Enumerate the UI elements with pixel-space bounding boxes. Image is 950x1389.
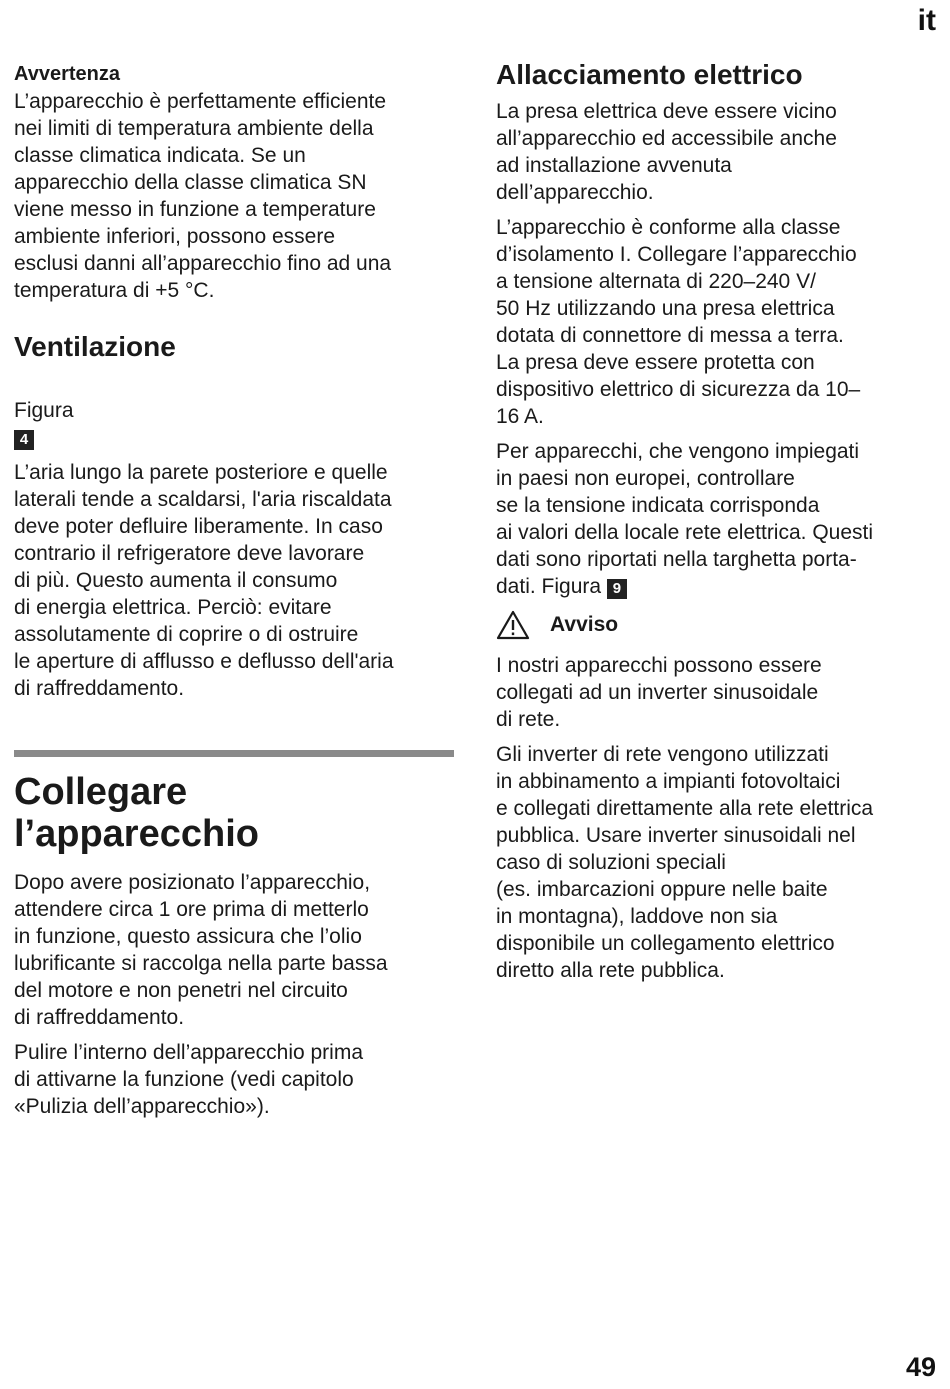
language-code: it: [917, 4, 936, 37]
page-number: 49: [905, 1352, 936, 1382]
connect-paragraph-1: Dopo avere posizionato l’apparecchio, attendere circa 1 ore prima di metterlo in funzione, questo assicura che l’olio lubrificante si raccolga nella parte bassa del motore e non penetri nel circuito di raffreddamento.: [14, 871, 388, 1029]
ventilation-figure-ref: [14, 370, 454, 451]
figure-number-badge: 9: [607, 579, 627, 599]
notice-header: [496, 610, 936, 640]
figure-label: Figura: [14, 399, 74, 422]
electric-paragraph-2: L’apparecchio è conforme alla classe d’isolamento I. Collegare l’apparecchio a tensione alternata di 220–240 V/ 50 Hz utilizzando una presa elettrica dotata di connettore di messa a terra. La presa deve essere protetta con dispositivo elettrico di sicurezza da 10– 16 A.: [496, 216, 861, 428]
electric-paragraph-1: La presa elettrica deve essere vicino all’apparecchio ed accessibile anche ad installazione avvenuta dell’apparecchio.: [496, 100, 837, 204]
warning-paragraph: L’apparecchio è perfettamente efficiente nei limiti di temperatura ambiente della classe climatica indicata. Se un apparecchio della classe climatica SN viene messo in funzione a temperature ambiente inferiori, possono essere esclusi danni all’apparecchio fino ad una temperatura di +5 °C.: [14, 90, 392, 302]
electric-paragraph-3-text: Per apparecchi, che vengono impiegati in paesi non europei, controllare se la tensione indicata corrisponda ai valori della locale rete elettrica. Questi dati sono riportati nella targhetta porta- dati. Figura: [496, 440, 874, 598]
warning-heading: Avvertenza: [14, 63, 120, 85]
ventilation-paragraph: L’aria lungo la parete posteriore e quelle laterali tende a scaldarsi, l'aria riscaldata deve poter defluire liberamente. In caso contrario il refrigeratore deve lavorare di più. Questo aumenta il consumo di energia elettrica. Perciò: evitare assolutamente di coprire o di ostruire le aperture di afflusso e deflusso dell'aria di raffreddamento.: [14, 461, 394, 700]
electric-heading: Allacciamento elettrico: [496, 59, 803, 90]
left-column: [14, 0, 454, 1128]
section-title: Collegare l’apparecchio: [14, 771, 259, 855]
warning-triangle-icon: [496, 610, 530, 640]
notice-paragraph-2: Gli inverter di rete vengono utilizzati in abbinamento a impianti fotovoltaici e collegati direttamente alla rete elettrica pubblica. Usare inverter sinusoidali nel caso di soluzioni speciali (es. imbarcazioni oppure nelle baite in montagna), laddove non sia disponibile un collegamento elettrico diretto alla rete pubblica.: [496, 743, 874, 982]
notice-paragraph-1: I nostri apparecchi possono essere collegati ad un inverter sinusoidale di rete.: [496, 654, 822, 731]
notice-label: Avviso: [550, 613, 619, 636]
figure-number-badge: 4: [14, 430, 34, 450]
electric-paragraph-3: [496, 438, 936, 600]
section-divider: [14, 750, 454, 757]
ventilation-heading: Ventilazione: [14, 331, 176, 362]
connect-paragraph-2: Pulire l’interno dell’apparecchio prima di attivarne la funzione (vedi capitolo «Pulizia dell’apparecchio»).: [14, 1041, 364, 1118]
right-column: [496, 0, 936, 992]
